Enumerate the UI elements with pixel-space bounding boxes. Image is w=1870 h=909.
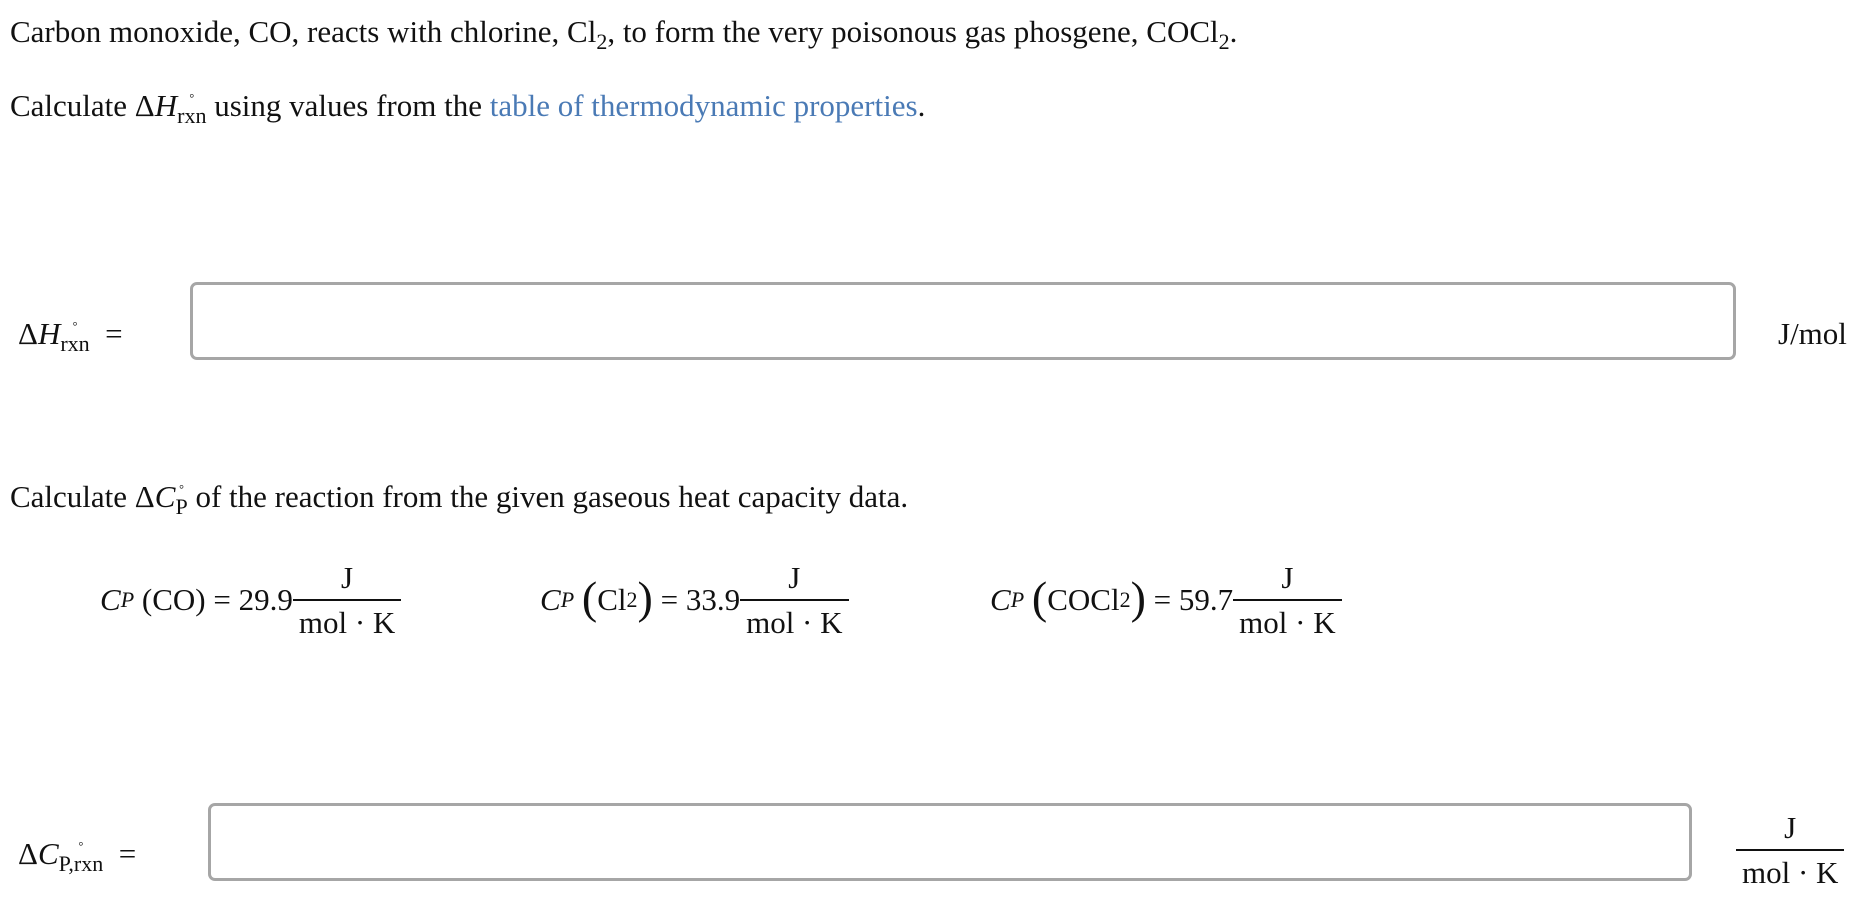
unit-denominator: mol · K (293, 599, 401, 638)
standard-state-degree: ° (189, 91, 195, 105)
enthalpy-prompt (10, 90, 925, 127)
species-formula: (CO) (141, 582, 206, 617)
heat-capacity-symbol: C (990, 582, 1011, 617)
prompt-text: using values from the (206, 88, 490, 123)
species-subscript: 2 (1119, 587, 1131, 612)
heat-capacity-prompt (10, 481, 908, 518)
heat-capacity-value: 59.7 (1178, 582, 1234, 617)
delta-symbol: Δ (18, 316, 38, 351)
species-formula: Cl (597, 582, 627, 617)
right-paren: ) (637, 572, 653, 623)
enthalpy-answer-input[interactable] (190, 282, 1736, 360)
prompt-text: Calculate Δ (10, 88, 155, 123)
heat-capacity-cl2 (540, 562, 849, 638)
equals-sign: = (213, 582, 231, 617)
equals-sign: = (118, 836, 137, 871)
left-paren: ( (581, 572, 598, 623)
intro-text-part: Carbon monoxide, CO, reacts with chlorine, Cl (10, 14, 597, 49)
heat-capacity-symbol: C (100, 582, 121, 617)
heat-capacity-subscript-text: P (175, 494, 188, 519)
unit-fraction (293, 562, 401, 638)
prompt-text: . (917, 88, 926, 123)
heat-capacity-subscript (58, 839, 104, 876)
unit-denominator: mol · K (740, 599, 848, 638)
unit-numerator: J (341, 560, 354, 595)
enthalpy-subscript-text: rxn (177, 103, 207, 128)
unit-numerator: J (1784, 810, 1797, 845)
prompt-text: Calculate Δ (10, 479, 155, 514)
equals-sign: = (660, 582, 679, 617)
intro-text-part: , to form the very poisonous gas phosgene, COCl (607, 14, 1219, 49)
unit-denominator: mol · K (1736, 849, 1844, 888)
cocl2-subscript: 2 (1218, 29, 1230, 54)
heat-capacity-answer-input[interactable] (208, 803, 1692, 881)
thermodynamic-table-link[interactable]: table of thermodynamic properties (489, 88, 918, 123)
equals-sign: = (105, 316, 123, 351)
cl2-subscript: 2 (596, 29, 608, 54)
standard-state-degree: ° (179, 482, 184, 496)
heat-capacity-unit (1736, 812, 1844, 888)
unit-numerator: J (788, 560, 801, 595)
standard-state-degree: ° (78, 839, 84, 853)
intro-text-part: . (1229, 14, 1238, 49)
heat-capacity-symbol: C (37, 836, 59, 871)
equals-sign: = (1153, 582, 1172, 617)
heat-capacity-cocl2 (990, 562, 1342, 638)
enthalpy-symbol: H (37, 316, 61, 351)
enthalpy-symbol: H (154, 88, 178, 123)
unit-fraction (1736, 812, 1844, 888)
heat-capacity-value: 33.9 (685, 582, 741, 617)
enthalpy-unit: J/mol (1778, 316, 1847, 351)
enthalpy-subscript (60, 319, 90, 356)
heat-capacity-value: 29.9 (238, 582, 293, 617)
heat-capacity-subscript (175, 482, 188, 519)
enthalpy-answer-label (18, 318, 123, 355)
species-formula: COCl (1047, 582, 1120, 617)
enthalpy-subscript (177, 91, 207, 128)
right-paren: ) (1130, 572, 1146, 623)
heat-capacity-symbol: C (540, 582, 561, 617)
enthalpy-subscript-text: rxn (60, 331, 90, 356)
unit-numerator: J (1281, 560, 1294, 595)
heat-capacity-subscript: P (120, 587, 135, 612)
unit-denominator: mol · K (1233, 599, 1341, 638)
left-paren: ( (1031, 572, 1048, 623)
delta-symbol: Δ (18, 836, 38, 871)
heat-capacity-subscript: P (560, 587, 575, 612)
heat-capacity-subscript: P (1010, 587, 1025, 612)
heat-capacity-subscript-text: P,rxn (58, 851, 104, 876)
unit-fraction (740, 562, 848, 638)
standard-state-degree: ° (72, 319, 78, 333)
unit-fraction (1233, 562, 1341, 638)
heat-capacity-answer-label (18, 838, 136, 875)
heat-capacity-symbol: C (154, 479, 176, 514)
species-subscript: 2 (626, 587, 638, 612)
heat-capacity-co (100, 562, 401, 638)
intro-text (10, 16, 1237, 53)
prompt-text: of the reaction from the given gaseous heat capacity data. (187, 479, 909, 514)
